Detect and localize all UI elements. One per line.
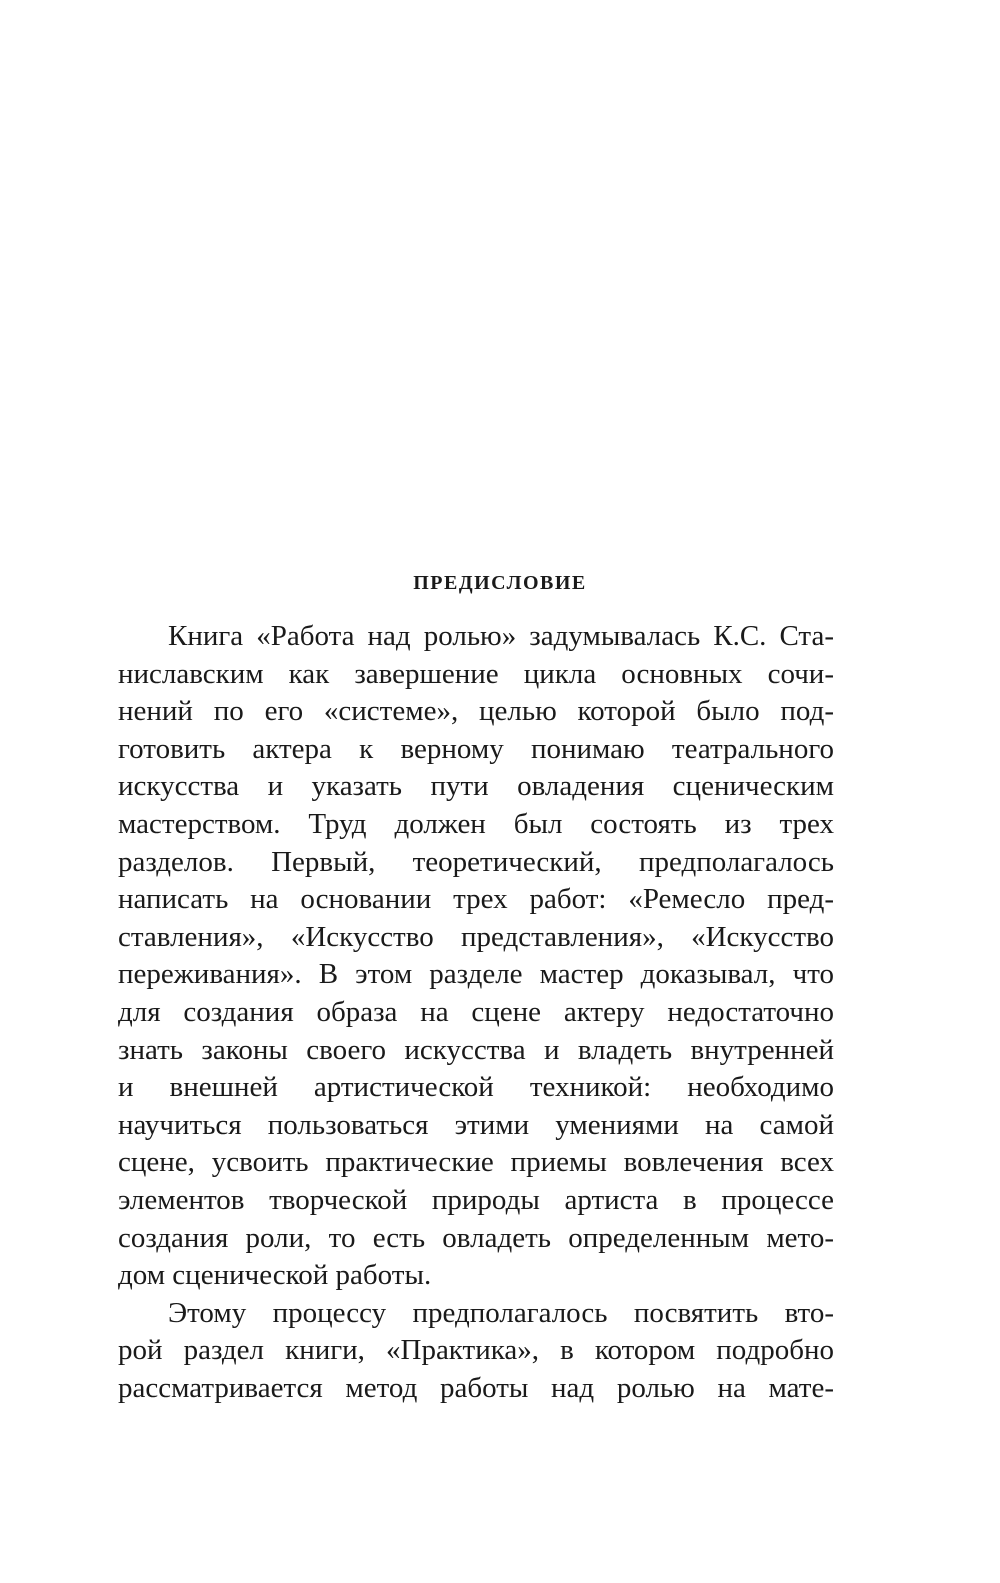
text-line: искусства и указать пути овладения сценическим	[118, 770, 834, 803]
text-line: знать законы своего искусства и владеть внутренней	[118, 1033, 834, 1066]
text-line: дом сценической работы.	[118, 1259, 432, 1292]
text-line: рой раздел книги, «Практика», в котором подробно	[118, 1334, 834, 1367]
body-text	[118, 618, 834, 1407]
text-line: рассматривается метод работы над ролью на мате-	[118, 1371, 834, 1404]
text-line: мастерством. Труд должен был состоять из трех	[118, 807, 834, 840]
text-line: Книга «Работа над ролью» задумывалась К.С. Ста-	[168, 620, 834, 652]
text-line: создания роли, то есть овладеть определенным мето-	[118, 1221, 834, 1254]
text-line: научиться пользоваться этими умениями на самой	[118, 1108, 834, 1141]
text-line: готовить актера к верному понимаю театрального	[118, 732, 834, 765]
text-line: и внешней артистической техникой: необходимо	[118, 1071, 834, 1104]
text-line: сцене, усвоить практические приемы вовлечения всех	[118, 1146, 834, 1179]
text-line: ниславским как завершение цикла основных сочи-	[118, 657, 834, 690]
paragraph-1	[118, 618, 834, 1295]
text-line: Этому процессу предполагалось посвятить вто-	[168, 1296, 834, 1329]
text-line: элементов творческой природы артиста в процессе	[118, 1183, 834, 1216]
text-line: разделов. Первый, теоретический, предполагалось	[118, 845, 834, 878]
paragraph-2	[118, 1295, 834, 1408]
text-line: написать на основании трех работ: «Ремесло пред-	[118, 883, 834, 916]
text-line: переживания». В этом разделе мастер доказывал, что	[118, 958, 834, 991]
text-line: нений по его «системе», целью которой было под-	[118, 695, 834, 728]
page-title: ПРЕДИСЛОВИЕ	[413, 572, 587, 594]
text-line: ставления», «Искусство представления», «Искусство	[118, 920, 834, 953]
text-line: для создания образа на сцене актеру недостаточно	[118, 995, 834, 1028]
